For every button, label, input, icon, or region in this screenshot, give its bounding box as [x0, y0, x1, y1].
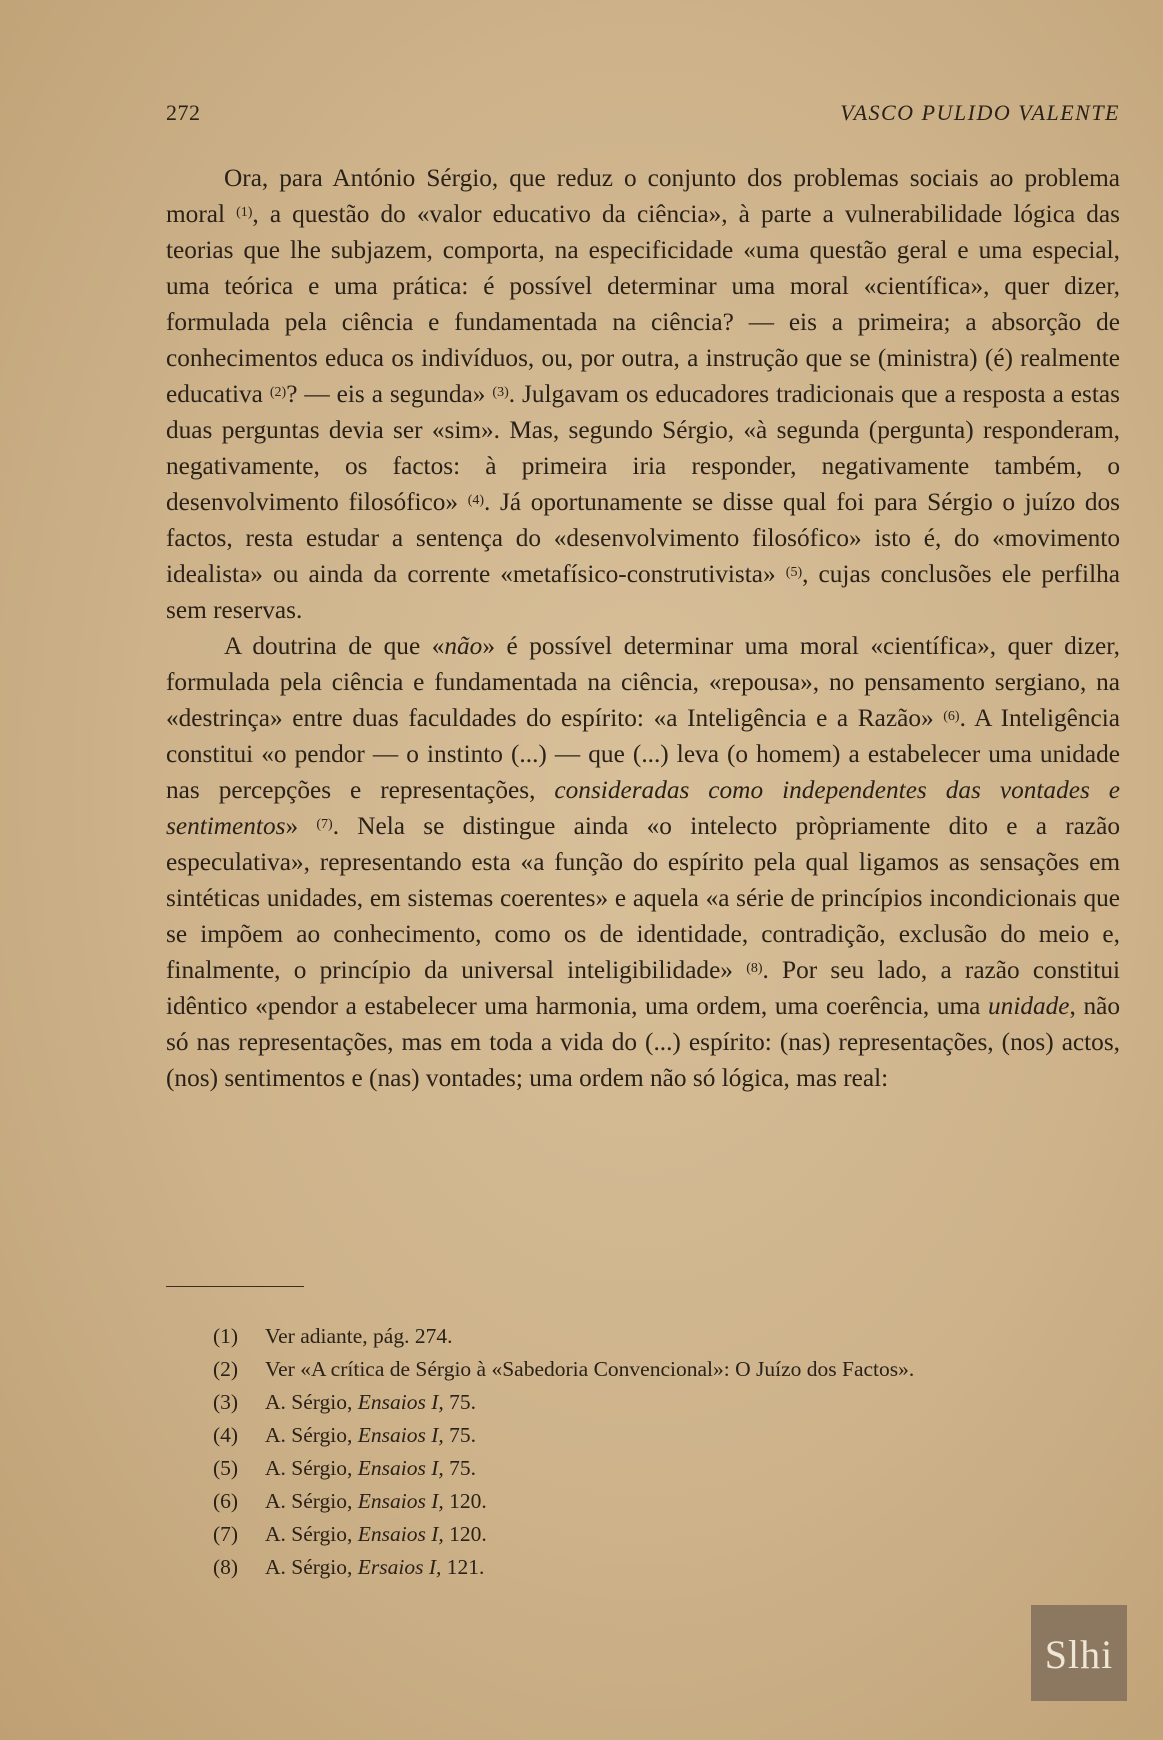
text-run: A doutrina de que «	[224, 632, 445, 660]
emphasis: unidade	[988, 992, 1070, 1020]
footnote-ref-6: (6)	[943, 709, 960, 724]
footnote-item	[213, 1551, 1093, 1584]
footnote-mark: (2)	[213, 1357, 239, 1381]
footnote-post: 120.	[443, 1489, 487, 1513]
footnote-mark: (7)	[213, 1522, 239, 1546]
footnotes	[213, 1320, 1093, 1584]
footnote-item	[213, 1452, 1093, 1485]
footnote-em: Ensaios I,	[357, 1390, 444, 1414]
footnote-ref-5: (5)	[785, 565, 803, 580]
text-run: . Julgavam os educadores tradicionais que a resposta a estas duas perguntas devia ser «sim». Mas, segundo Sérgio, «à segunda (pergunta) responderam, negativamente, os factos: à primeira iria responder, negativamente também, o desenvolvimento filosófico»	[166, 380, 1120, 516]
text-run: , não só nas representações, mas em toda a vida do (...) espírito: (nas) representações, (nos) actos, (nos) sentimentos e (nas) vontades; uma ordem não só lógica, mas real:	[166, 992, 1120, 1092]
text-run: » é possível determinar uma moral «científica», quer dizer, formulada pela ciência e fundamentada na ciência, «repousa», no pensamento sergiano, na «destrinça» entre duas faculdades do espírito: «a Inteligência e a Razão»	[166, 632, 1121, 732]
footnote-item	[213, 1518, 1093, 1551]
text-run: , cujas conclusões ele perfilha sem reservas.	[166, 560, 1120, 624]
footnote-post: 75.	[443, 1390, 477, 1414]
footnote-item	[213, 1353, 1093, 1386]
footnote-text	[265, 1419, 476, 1452]
footnote-mark: (3)	[213, 1390, 239, 1414]
footnote-ref-4: (4)	[467, 493, 485, 508]
footnote-mark: (4)	[213, 1423, 239, 1447]
text-run: ? — eis a segunda»	[286, 380, 493, 408]
footnote-item	[213, 1320, 1093, 1353]
paragraph-2	[166, 628, 1120, 1096]
footnote-post: 121.	[441, 1555, 485, 1579]
footnote-em: Ensaios I,	[357, 1456, 444, 1480]
footnote-ref-7: (7)	[316, 817, 333, 832]
footnote-em: Ensaios I,	[357, 1489, 444, 1513]
footnote-ref-8: (8)	[746, 961, 763, 976]
library-stamp-logo	[1031, 1605, 1127, 1701]
text-run: . A Inteligência constitui «o pendor — o instinto (...) — que (...) leva (o homem) a estabelecer uma unidade nas percepções e representações,	[166, 704, 1120, 804]
footnote-pre: Ver adiante, pág. 274.	[265, 1324, 453, 1348]
footnote-pre: Ver «A crítica de Sérgio à «Sabedoria Convencional»: O Juízo dos Factos».	[265, 1357, 915, 1381]
footnote-pre: A. Sérgio,	[265, 1423, 358, 1447]
footnote-pre: A. Sérgio,	[265, 1522, 358, 1546]
footnote-em: Ensaios I,	[357, 1522, 444, 1546]
footnote-mark: (6)	[213, 1489, 239, 1513]
emphasis: consideradas como independentes das vontades e sentimentos	[166, 776, 1120, 840]
footnote-text	[265, 1485, 487, 1518]
footnote-post: 75.	[443, 1423, 477, 1447]
footnote-post: 120.	[443, 1522, 487, 1546]
footnote-mark: (5)	[213, 1456, 239, 1480]
footnote-em: Ensaios I,	[357, 1423, 444, 1447]
page-number: 272	[166, 100, 201, 125]
text-run: . Já oportunamente se disse qual foi para Sérgio o juízo dos factos, resta estudar a sentença do «desenvolvimento filosófico» isto é, do «movimento idealista» ou ainda da corrente «metafísico-construtivista»	[166, 488, 1121, 588]
body-text	[166, 160, 1120, 1096]
footnote-item	[213, 1485, 1093, 1518]
footnote-text	[265, 1320, 452, 1353]
footnote-text	[265, 1518, 487, 1551]
footnote-item	[213, 1386, 1093, 1419]
footnote-mark: (1)	[213, 1324, 239, 1348]
footnote-pre: A. Sérgio,	[265, 1489, 358, 1513]
text-run: . Por seu lado, a razão constitui idêntico «pendor a estabelecer uma harmonia, uma ordem, uma coerência, uma	[166, 956, 1120, 1020]
footnote-text	[265, 1452, 476, 1485]
footnote-ref-2: (2)	[269, 385, 287, 400]
footnote-mark: (8)	[213, 1555, 239, 1579]
text-run: , a questão do «valor educativo da ciência», à parte a vulnerabilidade lógica das teorias que lhe subjazem, comporta, na especificidade «uma questão geral e uma especial, uma teórica e uma prática: é possível determinar uma moral «científica», quer dizer, formulada pela ciência e fundamentada na ciência? — eis a primeira; a absorção de conhecimentos educa os indivíduos, ou, por outra, a instrução que se (ministra) (é) realmente educativa	[166, 200, 1120, 408]
text-run: . Nela se distingue ainda «o intelecto pròpriamente dito e a razão especulativa», representando esta «a função do espírito pela qual ligamos as sensações em sintéticas unidades, em sistemas coerentes» e aquela «a série de princípios incondicionais que se impõem ao conhecimento, como os de identidade, contradição, exclusão do meio e, finalmente, o princípio da universal inteligibilidade»	[166, 812, 1120, 984]
text-run: »	[285, 812, 317, 840]
footnote-pre: A. Sérgio,	[265, 1390, 358, 1414]
footnote-text	[265, 1551, 484, 1584]
paragraph-1	[166, 160, 1120, 628]
footnote-em: Ersaios I,	[357, 1555, 442, 1579]
stamp-text: Slhi	[1044, 1631, 1114, 1677]
footnote-item	[213, 1419, 1093, 1452]
running-header-author: VASCO PULIDO VALENTE	[840, 100, 1120, 125]
emphasis: não	[444, 632, 483, 660]
footnote-post: 75.	[443, 1456, 477, 1480]
footnote-text	[265, 1386, 476, 1419]
text-run: Ora, para António Sérgio, que reduz o conjunto dos problemas sociais ao problema moral	[166, 164, 1120, 228]
footnote-pre: A. Sérgio,	[265, 1555, 358, 1579]
footnote-text	[265, 1353, 914, 1386]
footnote-ref-1: (1)	[236, 205, 253, 220]
footnote-pre: A. Sérgio,	[265, 1456, 358, 1480]
footnote-ref-3: (3)	[492, 385, 509, 400]
footnote-separator	[166, 1286, 304, 1287]
